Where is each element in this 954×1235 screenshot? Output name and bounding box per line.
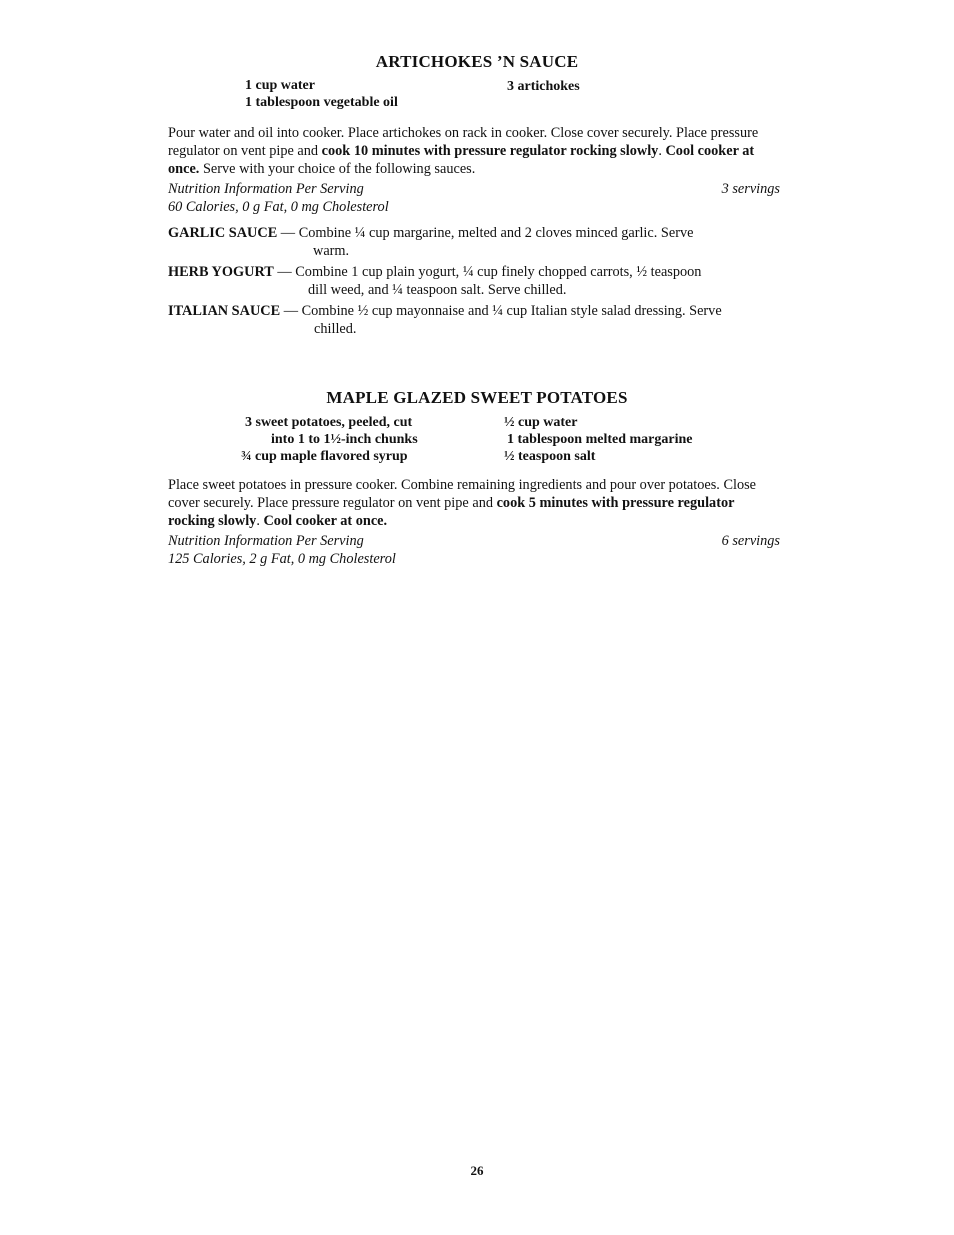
recipe-title-artichokes: ARTICHOKES ’N SAUCE xyxy=(375,52,579,71)
recipe-instructions: Pour water and oil into cooker. Place artichokes on rack in cooker. Close cover securely. Place pressure regulator on vent pipe and cook 10 minutes with pressure regulator rocking slowly. Cool cooker at once. Serve with your choice of the following sauces. xyxy=(168,125,759,177)
ingredient: 3 artichokes xyxy=(507,79,580,94)
sauce-garlic: GARLIC SAUCE — Combine ¼ cup margarine, melted and 2 cloves minced garlic. Serve warm. xyxy=(168,225,694,259)
ingredient: ¾ cup maple flavored syrup xyxy=(241,449,408,464)
ingredient: 1 cup water xyxy=(245,78,315,93)
nutrition-label: Nutrition Information Per Serving xyxy=(168,181,364,197)
ingredient: 1 tablespoon melted margarine xyxy=(507,432,693,447)
ingredient: 3 sweet potatoes, peeled, cut xyxy=(245,415,413,430)
ingredient: ½ cup water xyxy=(504,415,578,430)
ingredient: ½ teaspoon salt xyxy=(504,449,596,464)
servings: 3 servings xyxy=(721,181,780,197)
page-number: 26 xyxy=(470,1163,484,1178)
recipe-title-sweet-potatoes: MAPLE GLAZED SWEET POTATOES xyxy=(326,388,628,407)
nutrition-label: Nutrition Information Per Serving xyxy=(168,533,364,549)
ingredient: into 1 to 1½-inch chunks xyxy=(271,432,418,447)
nutrition-values: 60 Calories, 0 g Fat, 0 mg Cholesterol xyxy=(168,199,389,215)
servings: 6 servings xyxy=(721,533,780,549)
nutrition-values: 125 Calories, 2 g Fat, 0 mg Cholesterol xyxy=(168,551,396,567)
sauce-herb-yogurt: HERB YOGURT — Combine 1 cup plain yogurt, ¼ cup finely chopped carrots, ½ teaspoon dill weed, and ¼ teaspoon salt. Serve chilled. xyxy=(168,264,702,298)
ingredient: 1 tablespoon vegetable oil xyxy=(245,95,398,110)
sauce-italian: ITALIAN SAUCE — Combine ½ cup mayonnaise and ¼ cup Italian style salad dressing. Serve chilled. xyxy=(168,303,722,337)
recipe-instructions: Place sweet potatoes in pressure cooker. Combine remaining ingredients and pour over potatoes. Close cover securely. Place pressure regulator on vent pipe and cook 5 minutes with pressure regulator rocking slowly. Cool cooker at once. xyxy=(168,477,757,529)
